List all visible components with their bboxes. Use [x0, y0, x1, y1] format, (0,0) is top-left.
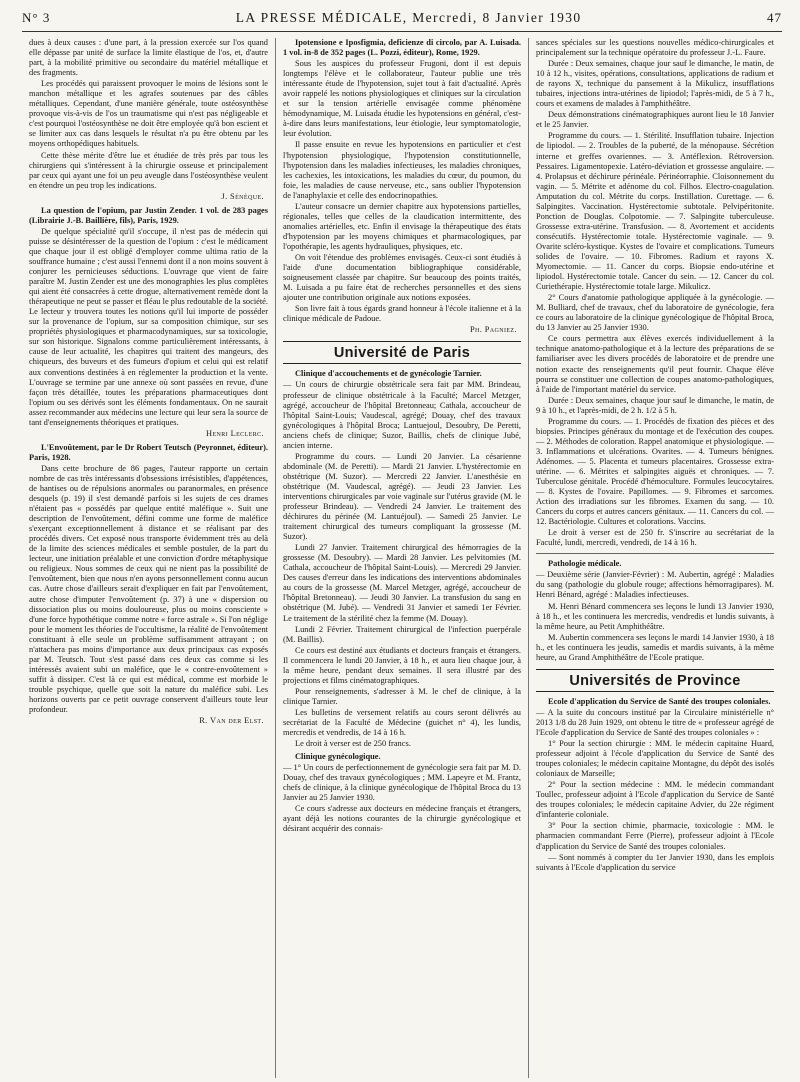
section-heading: Université de Paris — [283, 341, 521, 364]
paragraph: 1° Pour la section chirurgie : MM. le médecin capitaine Huard, professeur adjoint à l'école d'application du Service de Santé des troupes coloniales; le médecin capitaine Montagne, du dépôt des isolés coloniaux de Marseille; — [536, 739, 774, 779]
paragraph: 2° Pour la section médecine : MM. le médecin commandant Toullec, professeur adjoint à l'Ecole d'application du Service de Santé des troupes coloniales; le médecin capitaine Advier, du 22e régiment d'infanterie coloniale. — [536, 780, 774, 820]
paragraph: Cette thèse mérite d'être lue et étudiée de très près par tous les chirurgiens qui s'intéressent à la chirurgie osseuse et principalement par ceux qui ayant une foi un peu aveugle dans l'ostéosynthèse veulent en étendre un peu trop les indications. — [29, 150, 268, 190]
paragraph: Durée : Deux semaines, chaque jour sauf le dimanche, le matin, de 10 à 12 h., visites, opérations, consultations, applications de radium et de rayons X, technique du pansement à la Mikulicz, insufflations tubaires, injections intra-utérines de lipiodol; l'après-midi, de 5 à 7 h., cours et examens de malades à l'amphithéâtre. — [536, 59, 774, 109]
paragraph: — Sont nommés à compter du 1er Janvier 1930, dans les emplois suivants à l'Ecole d'application du service — [536, 852, 774, 872]
divider — [536, 553, 774, 554]
paragraph: dues à deux causes : d'une part, à la pression exercée sur l'os quand elle dépasse par unité de surface la limite élastique de l'os, et, d'autre part, à la mobilité primitive ou secondaire du matériel métallique et des fragments. — [29, 38, 268, 78]
book-reference: Ipotensione e Iposfigmia, deficienze di circolo, par A. Luisada. 1 vol. in-8 de 352 pages (L. Pozzi, éditeur), Rome, 1929. — [283, 38, 521, 58]
paragraph: Lundi 27 Janvier. Traitement chirurgical des hémorragies de la grossesse (M. Desoubry). — Mardi 28 Janvier. Les pelvitomies (M. Cathala, accoucheur de l'hôpital Saint-Louis). — Mercredi 29 Janvier. Des causes d'erreur dans les indications des interventions abdominales au cours de la grossesse (M. Marcel Metzger, agrégé, accoucheur de l'hôpital Bretonneau). — Jeudi 30 Janvier. La transfusion du sang en obstétrique (M. Jubé). — Vendredi 31 Janvier et samedi 1er Février. Le traitement de la stérilité chez la femme (M. Douay). — [283, 543, 521, 623]
signature: J. Sénèque. — [221, 191, 264, 201]
paragraph: Dans cette brochure de 86 pages, l'auteur rapporte un certain nombre de cas très intéressants d'obsessions irrésistibles, d'appétences, de hantises ou de répulsions anormales ou paranormales, en présence desquels (p. 19) il s'est demandé parfois si les sujets de ces drames n'étaient pas « possédés par quelque entité maléfique ». Suit une description de l'envoûtement, défini comme une forme de maléfice s'exerçant exceptionnellement à distance et se réalisant par des procédés divers. Cet exposé nous transporte évidemment très au delà de la limite des sciences médicales et semble postuler, de la part du lecteur, une initiation préalable et une conviction d'ordre métaphysique ou religieux. Nous sommes de ceux qui ne nient pas la possibilité de l'envoûtement, bien que nous n'en ayons personnellement connu aucun cas. Autre chose d'ailleurs serait d'expliquer en fait par l'envoûtement, autre chose d'imputer l'envoûtement (p. 37) à une « dispersion ou dissociation plus ou moins douloureuse, plus ou moins consciente » d'une force hypothétique comme notre « force astrale ». Si l'on néglige pour le moment les théories de l'occultisme, la réalité de l'envoûtement constituant à elle seule un problème suffisamment attrayant ; on n'attachera pas moins d'importance aux deux principaux cas exposés par M. Teutsch. Tout s'est passé dans ces deux cas comme si les intéressés avaient subi un maléfice, que le « contre-envoûtement » suffit à dissiper. C'est là ce qui est médical, comme est morbide le trouble psychique, quelle que soit la nature du maléfice subi. Les horizons ouverts par ce petit ouvrage conservent d'ailleurs toute leur profondeur. — [29, 463, 268, 715]
subheading: Clinique gynécologique. — [295, 752, 381, 762]
columns — [22, 38, 782, 1078]
subheading: Clinique d'accouchements et de gynécologie Tarnier. — [295, 369, 482, 379]
paragraph: Pour renseignements, s'adresser à M. le chef de clinique, à la clinique Tarnier. — [283, 686, 521, 706]
signature: Ph. Pagniez. — [469, 325, 517, 335]
paragraph: Sous les auspices du professeur Frugoni, dont il est depuis longtemps l'élève et le collaborateur, l'auteur publie une très intéressante étude de l'hypotension, sujet tout à fait d'actualité. Après avoir rappelé les notions physiologiques et cliniques sur la circulation et sur la tension artérielle envisagée comme phénomène hémodynamique, M. Luisada étudie les hypotensions en général, c'est-à-dire dans leurs manifestations, leur étiologie, leur symptomatologie, leur évolution. — [283, 59, 521, 139]
paragraph: — Un cours de chirurgie obstétricale sera fait par MM. Brindeau, professeur de clinique obstétricale à la Faculté; Marcel Metzger, agrégé, accoucheur de l'hôpital Bretonneau; Cathala, accoucheur de l'hôpital Saint-Louis; Vaudescal, agrégé; Douay, chef des travaux gynécologiques à l'hôpital Broca; Lantuejoul, Desoubry, De Peretti, anciens chefs de clinique; Suzor, Baillis, chefs de clinique Jubé, ancien interne. — [283, 380, 521, 450]
paragraph: M. Henri Bénard commencera ses leçons le lundi 13 Janvier 1930, à 18 h., et les continuera les mercredis, vendredis et lundis suivants, à la même heure, au Petit Amphithéâtre. — [536, 601, 774, 631]
book-reference: La question de l'opium, par Justin Zender. 1 vol. de 283 pages (Librairie J.-B. Baillière, fils), Paris, 1929. — [29, 205, 268, 225]
journal-title-date: LA PRESSE MÉDICALE, Mercredi, 8 Janvier 1930 — [235, 10, 582, 25]
section-heading: Universités de Province — [536, 669, 774, 692]
paragraph: 2° Cours d'anatomie pathologique appliquée à la gynécologie. — M. Bulliard, chef de travaux, chef du laboratoire de gynécologie, fera ce cours au laboratoire de la clinique gynécologique de l'hôpital Broca, du 13 Janvier au 25 Janvier 1930. — [536, 293, 775, 333]
paragraph: — 1° Un cours de perfectionnement de gynécologie sera fait par M. D. Douay, chef des travaux gynécologiques ; MM. Lapeyre et M. Frantz, chefs de clinique, à la clinique gynécologique de l'hôpital Broca du 13 Janvier au 25 Janvier 1930. — [283, 763, 521, 803]
paragraph: Deux démonstrations cinématographiques auront lieu le 18 Janvier et le 25 Janvier. — [536, 110, 774, 130]
paragraph: Programme du cours. — 1. Stérilité. Insufflation tubaire. Injection de lipiodol. — 2. Troubles de la puberté, de la ménopause. Sécrétion interne et greffes ovariennes. — 3. Antéflexion. Rétroversion. Pessaires. Ligamentopexie. Latéro-déviation et grossesse angulaire. — 4. Prolapsus et déchirure périnéale. Périnéorraphie. Cloisonnement du vagin. — 5. Métrite et adénome du col. Filhos. Electro-coagulation. Amputation du col. Métrite du corps. Instillation. Curettage. — 6. Salpingites. Vaccination. Hystérectomie subtotale. Pelvipéritonite. Ponction de Douglas. Colpotomie. — 7. Salpingite tuberculeuse. Grossesse extra-utérine. Transfusion. — 8. Avortement et accidents consécutifs. Hystérectomie totale. Hystérectomie vaginale. — 9. Ovarite scléro-kystique. Kystes de l'ovaire et complications. Tumeurs solides de l'ovaire. — 10. Fibromes. Radium et rayons X. Myomectomie. — 11. Cancer du corps. Biopsie endo-utérine et lipiodol. Hystérectomie totale. Cancer du sein. — 12. Cancer du col. Curiethérapie. Hystérectomie totale large. Mikulicz. — [536, 131, 774, 292]
paragraph: M. Aubertin commencera ses leçons le mardi 14 Janvier 1930, à 18 h., et les continuera les jeudis, samedis et mardis suivants, à la même heure, au Grand Amphithéâtre de l'Ecole pratique. — [536, 632, 774, 662]
paragraph: De quelque spécialité qu'il s'occupe, il n'est pas de médecin qui puisse se désintéresser de la question de l'opium : c'est le médicament que chaque jour il est obligé d'employer comme ultima ratio de la souffrance humaine ; c'est aussi l'ennemi dont il a non moins souvent à conjurer les pernicieuses séductions. L'ouvrage que vient de faire paraître M. Justin Zender est une des monographies les plus complètes qui aient été consacrées à cette drogue, alternativement remède dont la thérapeutique ne peut se passer et fléau le plus redoutable de la société. Le lecteur y trouvera toutes les notions qu'il lui importe de posséder sur la provenance de l'opium, sur sa composition chimique, sur ses propriétés physiologiques et pharmacodynamiques, sur sa toxicologie, sur son historique. Signalons comme particulièrement intéressants, à cause de leur actualité, les chapitres qui traitent des mangeurs, des chiqueurs, des buveurs et des fumeurs d'opium et celui qui est relatif aux conventions destinées à en réglementer la production et la vente. L'ouvrage se termine par une annexe où sont passées en revue, d'une façon très détaillée, toutes les préparations pharmaceutiques dont l'opium ou ses dérivés sont les éléments fondamentaux. On ne saurait assez recommander aux médecins une lecture qui leur sera la source de tant d'enseignements théoriques et pratiques. — [29, 226, 268, 427]
paragraph: L'auteur consacre un dernier chapitre aux hypotensions partielles, régionales, telles que celles de la claudication intermittente, des anomalies artérielles, etc. Enfin il envisage la thérapeutique des états d'hypotension par les moyens chimiques et pharmacologiques, par l'opothérapie, les agents hydrauliques, physiques, etc. — [283, 201, 521, 251]
page-number: 47 — [766, 10, 782, 25]
signature: Henri Leclerc. — [206, 428, 264, 438]
paragraph: Ce cours s'adresse aux docteurs en médecine français et étrangers, ayant déjà les notions courantes de la chirurgie gynécologique et désirant acquérir des connais- — [283, 804, 521, 834]
paragraph: Programme du cours. — 1. Procédés de fixation des pièces et des biopsies. Principes généraux du montage et de l'exécution des coupes. — 2. Méthodes de coloration. Rappel anatomique et physiologique. — 3. Inflammations et ulcérations. Ovarites. — 4. Tumeurs bénignes. Adénomes. — 5. Placenta et tumeurs placentaires. Grossesse extra-utérine. — 6. Métrites et salpingites aiguës et chroniques. — 7. Tuberculose génitale. Procédé d'hémoculture. Formules leucocytaires. — 8. Kystes de l'ovaire. Papillomes. — 9. Fibromes et sarcomes. Action des irradiations sur les fibromes. Examen du sang. — 10. Cancers du corps et autres cancers génitaux. — 11. Cancers du col. — 12. Bactériologie. Cultures et colorations. Vaccins. — [536, 416, 774, 527]
paragraph: Son livre fait à tous égards grand honneur à l'école italienne et à la clinique médicale de Padoue. — [283, 304, 521, 324]
book-reference: L'Envoûtement, par le Dr Robert Teutsch (Peyronnet, éditeur). Paris, 1928. — [29, 442, 268, 462]
subheading: Pathologie médicale. — [548, 559, 622, 569]
column-1 — [22, 38, 275, 1078]
paragraph: Le droit à verser est de 250 francs. — [295, 739, 411, 749]
paragraph: 3° Pour la section chimie, pharmacie, toxicologie : MM. le pharmacien commandant Ferre (Pierre), professeur adjoint à l'Ecole d'application du Service de Santé des troupes coloniales. — [536, 821, 774, 851]
paragraph: Les procédés qui paraissent provoquer le moins de lésions sont le manchon métallique et les agrafes soutenues par des câbles métalliques. Cependant, d'une manière générale, toute ostéosynthèse provoque vis-à-vis de l'os un traumatisme qui n'est pas négligeable et c'est pourquoi l'ostéosynthèse ne doit être employée qu'à bon escient et se limiter aux cas dans lesquels le résultat n'a pu être obtenu par les moyens orthopédiques habituels. — [29, 79, 268, 149]
paragraph: Ce cours permettra aux élèves exercés individuellement à la technique anatomo-pathologique et à la lecture des préparations de se familiariser avec les divers procédés de laboratoire et de prendre une notion exacte des renseignements qu'il peut fournir. Chaque élève pourra se constituer une collection de coupes anatomo-pathologiques, à l'aide de l'important matériel du service. — [536, 334, 774, 394]
paragraph: Les bulletins de versement relatifs au cours seront délivrés au secrétariat de la Faculté de Médecine (guichet n° 4), les lundis, mercredis et vendredis, de 14 à 16 h. — [283, 707, 521, 738]
paragraph: Il passe ensuite en revue les hypotensions en particulier et c'est l'hypotension physiologique, l'hypotension constitutionnelle, l'hypotension dans les maladies infectieuses, les maladies chroniques, les cachexies, les intoxications, les maladies du cœur, du poumon, du foie, les maladies de cause nerveuse, etc., sans oublier l'hypotension de l'anaphylaxie et celle des endocrinopathies. — [283, 140, 521, 200]
paragraph: Durée : Deux semaines, chaque jour sauf le dimanche, le matin, de 9 à 10 h., et l'après-midi, de 2 h. 1/2 à 5 h. — [536, 395, 774, 415]
paragraph: Programme du cours. — Lundi 20 Janvier. La césarienne abdominale (M. de Peretti). — Mardi 21 Janvier. L'hystérectomie en obstétrique (M. Suzor). — Mercredi 22 Janvier. L'anesthésie en obstétrique (M. Vaudescal, agrégé). — Jeudi 23 Janvier. Les interventions chirurgicales par voie vaginale sur l'utérus gravide (M. le professeur Brindeau). — Vendredi 24 Janvier. Le traitement des déchirures du périnée (M. Lantuéjoul). — Samedi 25 Janvier. Le traitement chirurgical des tumeurs compliquant la grossesse (M. Suzor). — [283, 451, 521, 542]
paragraph: On voit l'étendue des problèmes envisagés. Ceux-ci sont étudiés à l'aide d'une documentation bibliographique considérable, soigneusement classée par chapitre. Sur beaucoup des points traités, M. Luisada a pu faire état de recherches personnelles et des siens ajouter une contribution originale aux notions exposées. — [283, 252, 521, 303]
column-3 — [528, 38, 781, 1078]
paragraph: Ce cours est destiné aux étudiants et docteurs français et étrangers. Il commencera le lundi 20 Janvier, à 18 h., et aura lieu chaque jour, à la même heure, pendant deux semaines. Il sera illustré par des projections et films cinématographiques. — [283, 645, 521, 685]
paragraph: Lundi 2 Février. Traitement chirurgical de l'infection puerpérale (M. Baillis). — [283, 624, 521, 644]
paragraph: — A la suite du concours institué par la Circulaire ministérielle n° 2013 1/8 du 28 Juin 1929, ont obtenu le titre de « professeur agrégé de l'Ecole d'application du Service de Santé des troupes coloniales » : — [536, 707, 774, 737]
column-2 — [275, 38, 528, 1078]
running-head — [22, 10, 782, 32]
signature: R. Van der Elst. — [199, 716, 264, 726]
subheading: Ecole d'application du Service de Santé des troupes coloniales. — [548, 696, 771, 706]
paragraph: Le droit à verser est de 250 fr. S'inscrire au secrétariat de la Faculté, lundi, mercredi, vendredi, de 14 à 16 h. — [536, 528, 774, 548]
paragraph: sances spéciales sur les questions nouvelles médico-chirurgicales et principalement sur la technique opératoire du professeur J.-L. Faure. — [536, 38, 774, 58]
issue-number: N° 3 — [22, 10, 51, 25]
paragraph: — Deuxième série (Janvier-Février) : M. Aubertin, agrégé : Maladies du sang (pathologie du globule rouge; affections hémorragipares). M. Henri Bénard, agrégé : Maladies infectieuses. — [536, 570, 774, 600]
